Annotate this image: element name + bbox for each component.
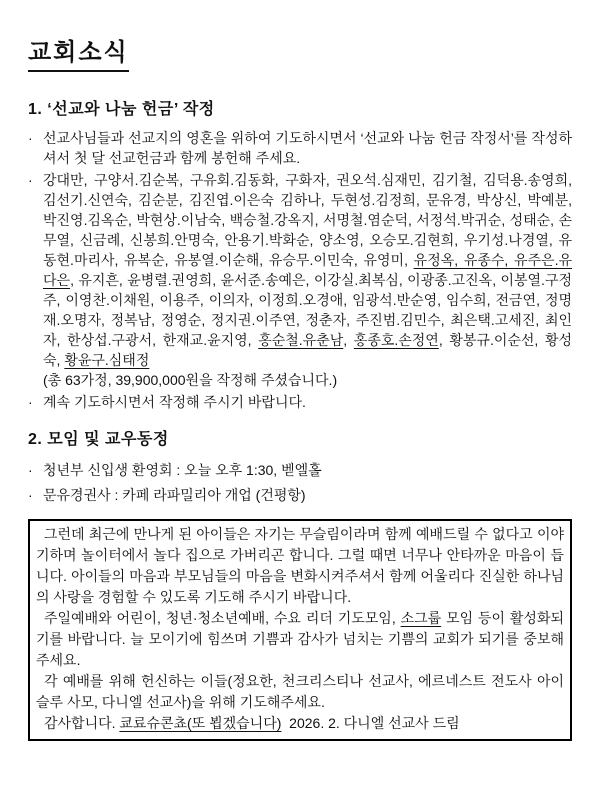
- section1-intro-text: 선교사님들과 선교지의 영혼을 위하여 기도하시면서 ‘선교와 나눔 헌금 작정서’를 작성하셔서 첫 달 선교헌금과 함께 봉헌해 주세요.: [43, 130, 572, 166]
- section1-closing: [28, 392, 572, 412]
- pledge-names-text: [43, 170, 572, 370]
- section2-heading: 2. 모임 및 교우동정: [28, 431, 169, 448]
- names-segment: ,: [343, 332, 354, 348]
- section1-heading: 1. ‘선교와 나눔 헌금’ 작정: [28, 101, 215, 118]
- bullet-mark: ·: [28, 394, 33, 410]
- letter-text-underlined: 소그룹: [400, 610, 442, 626]
- names-segment: , 유지흔, 윤병렬.권영희, 윤서준.송예은, 이강실.최복심, 이광종.고진옥, 이봉열.구정주, 이영찬.이채원, 이용주, 이의자, 이정희.오경애, 임광석.반순영, 임수희, 전금연, 정명재.오명자, 정복남, 정영순, 정지권.이주연, 정춘자, 주진범.김민수, 최은택.고세진, 최인자, 한상섭.구광서, 한재교.윤지영,: [43, 272, 572, 348]
- letter-text: 주일예배와 어린이, 청년·청소년예배, 수요 리더 기도모임,: [44, 610, 401, 626]
- letter-paragraph: [36, 524, 564, 608]
- letter-text: 2026. 2. 다니엘 선교사 드림: [281, 715, 460, 731]
- letter-text: 모임 등이 활성화되기를 바랍니다. 늘 모이기에 힘쓰며 기쁨과 감사가 넘치는 기쁨의 교회가 되기를 중보해주세요.: [36, 610, 564, 668]
- names-segment-underlined: 황윤구.심태정: [64, 352, 150, 368]
- letter-paragraph: [36, 608, 564, 671]
- bullet-mark: ·: [28, 487, 33, 503]
- meeting-item-text: 청년부 신입생 환영회 : 오늘 오후 1:30, 벧엘홀: [43, 462, 322, 478]
- letter-paragraph: [36, 713, 564, 734]
- meeting-item: [28, 458, 572, 482]
- section1-closing-text: 계속 기도하시면서 작정해 주시기 바랍니다.: [43, 394, 306, 410]
- bullet-mark: ·: [28, 172, 33, 188]
- names-segment-underlined: 유정옥, 유종수, 유주은.유다은: [43, 252, 572, 288]
- names-segment: , 황봉규.이순선, 황성숙,: [43, 332, 572, 368]
- letter-text: 감사합니다.: [44, 715, 120, 731]
- meeting-item: [28, 483, 572, 507]
- bullet-mark: ·: [28, 130, 33, 146]
- page-title: 교회소식: [28, 32, 129, 72]
- letter-paragraph: [36, 671, 564, 713]
- names-segment-underlined: 홍종호.손정연: [353, 332, 439, 348]
- section1-intro: [28, 128, 572, 168]
- bullet-mark: ·: [28, 462, 33, 478]
- meeting-item-text: 문유경권사 : 카페 라파밀리아 개업 (건평항): [43, 487, 306, 503]
- names-segment: 강대만, 구양서.김순복, 구유회.김동화, 구화자, 권오석.심재민, 김기철, 김덕용.송영희, 김선기.신연숙, 김순분, 김진엽.이은숙 김하나, 두현성.김정희, 문유경, 박상신, 박예분, 박진영.김옥순, 박현상.이남숙, 백승철.강옥지, 서명철.염순덕, 서정석.박귀순, 성태순, 손무열, 신금례, 신봉희.안명숙, 안용기.박화순, 양소영, 오승모.김현희, 우기성.나경열, 유동현.마리사, 유복순, 유봉열.이순해, 유승무.이민숙, 유영미,: [43, 172, 572, 268]
- pledge-total-note: (총 63가정, 39,900,000원을 작정해 주셨습니다.): [43, 372, 338, 388]
- letter-text-underlined: 쿄료슈콘쵸(또 뵙겠습니다): [119, 715, 282, 731]
- pledge-names: [28, 170, 572, 370]
- letter-text: 각 예배를 위해 헌신하는 이들(정요한, 천크리스티나 선교사, 에르네스트 전도사 아이슬루 사모, 다니엘 선교사)을 위해 기도해주세요.: [36, 673, 564, 710]
- names-segment-underlined: 홍순철.유춘남: [258, 332, 344, 348]
- letter-text: 그런데 최근에 만나게 된 아이들은 자기는 무슬림이라며 함께 예배드릴 수 없다고 이야기하며 놀이터에서 놀다 집으로 가버리곤 합니다. 그럴 때면 너무나 안타까운 마음이 듭니다. 아이들의 마음과 부모님들의 마음을 변화시켜주셔서 함께 어울리다 진실한 하나님의 사랑을 경험할 수 있도록 기도해 주시기 바랍니다.: [36, 526, 564, 605]
- missionary-letter-box: [28, 519, 572, 741]
